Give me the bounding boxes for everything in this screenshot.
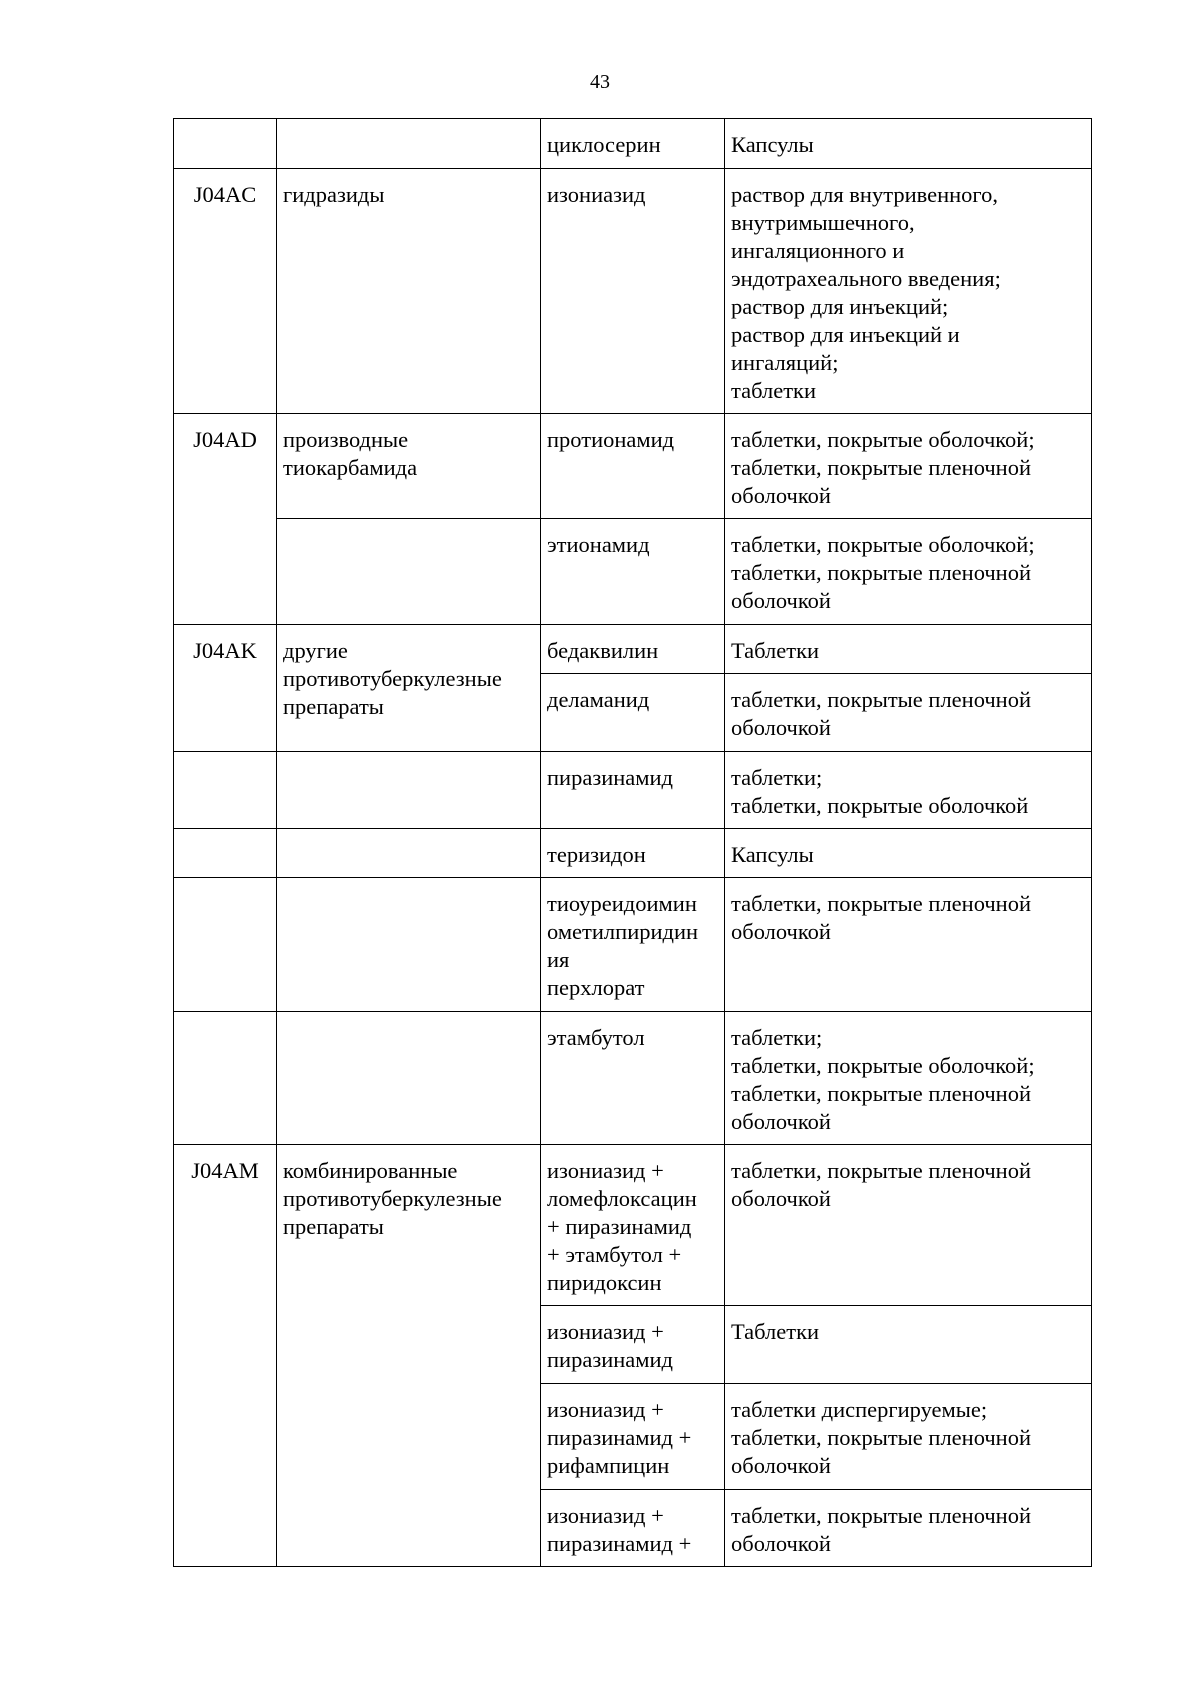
- dosage-form-cell: [725, 829, 1092, 878]
- drug-name-cell: [541, 1012, 725, 1145]
- dosage-form-cell: [725, 119, 1092, 169]
- dosage-form: раствор для инъекций;: [731, 294, 949, 319]
- drug-name: ия: [547, 947, 570, 972]
- dosage-form: оболочкой: [731, 1186, 831, 1211]
- dosage-form-cell: [725, 1012, 1092, 1145]
- dosage-form-cell: [725, 519, 1092, 625]
- group-cell: [277, 752, 541, 829]
- drug-name-cell: [541, 1306, 725, 1384]
- drug-name: изониазид: [547, 182, 646, 207]
- drug-table: [173, 118, 1092, 1567]
- drug-name: этамбутол: [547, 1025, 645, 1050]
- dosage-form-cell: [725, 414, 1092, 519]
- dosage-form: внутримышечного,: [731, 210, 915, 235]
- group-cell: [277, 519, 541, 625]
- atc-code: J04AK: [193, 638, 257, 663]
- atc-code-cell: [174, 1145, 277, 1567]
- drug-name: перхлорат: [547, 975, 645, 1000]
- drug-name: изониазид +: [547, 1319, 664, 1344]
- drug-name: бедаквилин: [547, 638, 659, 663]
- drug-name-cell: [541, 519, 725, 625]
- dosage-form: таблетки, покрытые пленочной: [731, 1503, 1032, 1528]
- dosage-form-cell: [725, 169, 1092, 414]
- drug-name-cell: [541, 674, 725, 752]
- drug-name-cell: [541, 625, 725, 674]
- dosage-form: ингаляций;: [731, 350, 839, 375]
- group-cell: [277, 829, 541, 878]
- dosage-form: оболочкой: [731, 483, 831, 508]
- table-row: [174, 169, 1092, 414]
- dosage-form-cell: [725, 1384, 1092, 1490]
- dosage-form: таблетки, покрытые оболочкой: [731, 793, 1029, 818]
- atc-code-cell: [174, 1012, 277, 1145]
- group-name: гидразиды: [283, 182, 385, 207]
- drug-name: пиридоксин: [547, 1270, 662, 1295]
- dosage-form: таблетки, покрытые пленочной: [731, 891, 1032, 916]
- drug-name: циклосерин: [547, 132, 661, 157]
- drug-name-cell: [541, 1384, 725, 1490]
- table-row: [174, 829, 1092, 878]
- page-number: 43: [590, 71, 610, 93]
- group-cell: [277, 169, 541, 414]
- drug-name-cell: [541, 169, 725, 414]
- drug-name: рифампицин: [547, 1453, 670, 1478]
- dosage-form: таблетки;: [731, 1025, 823, 1050]
- dosage-form: таблетки, покрытые оболочкой;: [731, 427, 1035, 452]
- drug-name: изониазид +: [547, 1397, 664, 1422]
- drug-name: изониазид +: [547, 1158, 664, 1183]
- atc-code-cell: [174, 169, 277, 414]
- dosage-form: оболочкой: [731, 1109, 831, 1134]
- group-name: производные: [283, 427, 409, 452]
- table-row: [174, 119, 1092, 169]
- dosage-form: таблетки: [731, 378, 817, 403]
- dosage-form-cell: [725, 674, 1092, 752]
- group-name: препараты: [283, 1214, 384, 1239]
- table-row: [174, 414, 1092, 519]
- dosage-form: оболочкой: [731, 1453, 831, 1478]
- dosage-form-cell: [725, 1145, 1092, 1306]
- drug-name: тиоуреидоимин: [547, 891, 697, 916]
- dosage-form: таблетки, покрытые оболочкой;: [731, 1053, 1035, 1078]
- group-cell: [277, 878, 541, 1012]
- table-row: [174, 878, 1092, 1012]
- drug-name: изониазид +: [547, 1503, 664, 1528]
- dosage-form: оболочкой: [731, 919, 831, 944]
- dosage-form: таблетки диспергируемые;: [731, 1397, 988, 1422]
- group-name: противотуберкулезные: [283, 666, 502, 691]
- atc-code: J04AD: [193, 427, 257, 452]
- table-row: [174, 519, 1092, 625]
- atc-code: J04AC: [193, 182, 257, 207]
- dosage-form: ингаляционного и: [731, 238, 905, 263]
- group-name: другие: [283, 638, 348, 663]
- dosage-form-cell: [725, 878, 1092, 1012]
- drug-name: пиразинамид: [547, 765, 674, 790]
- group-name: противотуберкулезные: [283, 1186, 502, 1211]
- drug-name: протионамид: [547, 427, 675, 452]
- drug-name-cell: [541, 752, 725, 829]
- dosage-form: таблетки;: [731, 765, 823, 790]
- group-cell: [277, 625, 541, 752]
- dosage-form: Капсулы: [731, 842, 814, 867]
- dosage-form-cell: [725, 752, 1092, 829]
- dosage-form-cell: [725, 625, 1092, 674]
- dosage-form: таблетки, покрытые пленочной: [731, 1158, 1032, 1183]
- drug-name: этионамид: [547, 532, 650, 557]
- drug-name: ломефлоксацин: [547, 1186, 697, 1211]
- drug-name-cell: [541, 1490, 725, 1567]
- dosage-form: таблетки, покрытые пленочной: [731, 560, 1032, 585]
- drug-name: ометилпиридин: [547, 919, 699, 944]
- atc-code-cell: [174, 752, 277, 829]
- drug-name-cell: [541, 414, 725, 519]
- dosage-form: оболочкой: [731, 715, 831, 740]
- group-name: препараты: [283, 694, 384, 719]
- group-name: комбинированные: [283, 1158, 458, 1183]
- group-name: тиокарбамида: [283, 455, 418, 480]
- drug-name-cell: [541, 1145, 725, 1306]
- table-row: [174, 625, 1092, 674]
- atc-code-cell: [174, 119, 277, 169]
- drug-name: + этамбутол +: [547, 1242, 682, 1267]
- drug-name: пиразинамид +: [547, 1425, 692, 1450]
- group-cell: [277, 414, 541, 519]
- drug-name: + пиразинамид: [547, 1214, 692, 1239]
- drug-name-cell: [541, 829, 725, 878]
- drug-name: пиразинамид +: [547, 1531, 692, 1556]
- dosage-form: Таблетки: [731, 638, 820, 663]
- table-row: [174, 1145, 1092, 1306]
- dosage-form: Таблетки: [731, 1319, 820, 1344]
- drug-name-cell: [541, 119, 725, 169]
- dosage-form-cell: [725, 1306, 1092, 1384]
- dosage-form: оболочкой: [731, 588, 831, 613]
- atc-code-cell: [174, 878, 277, 1012]
- group-cell: [277, 119, 541, 169]
- drug-name: пиразинамид: [547, 1347, 674, 1372]
- dosage-form: таблетки, покрытые пленочной: [731, 1081, 1032, 1106]
- atc-code-cell: [174, 625, 277, 752]
- dosage-form: Капсулы: [731, 132, 814, 157]
- drug-name-cell: [541, 878, 725, 1012]
- dosage-form: раствор для внутривенного,: [731, 182, 998, 207]
- dosage-form: таблетки, покрытые оболочкой;: [731, 532, 1035, 557]
- atc-code: J04AM: [191, 1158, 259, 1183]
- atc-code-cell: [174, 414, 277, 625]
- atc-code-cell: [174, 829, 277, 878]
- dosage-form-cell: [725, 1490, 1092, 1567]
- drug-name: теризидон: [547, 842, 646, 867]
- table-row: [174, 752, 1092, 829]
- group-cell: [277, 1012, 541, 1145]
- dosage-form: эндотрахеального введения;: [731, 266, 1001, 291]
- dosage-form: оболочкой: [731, 1531, 831, 1556]
- drug-name: деламанид: [547, 687, 650, 712]
- dosage-form: таблетки, покрытые пленочной: [731, 455, 1032, 480]
- dosage-form: таблетки, покрытые пленочной: [731, 1425, 1032, 1450]
- table-row: [174, 1012, 1092, 1145]
- dosage-form: таблетки, покрытые пленочной: [731, 687, 1032, 712]
- dosage-form: раствор для инъекций и: [731, 322, 960, 347]
- group-cell: [277, 1145, 541, 1567]
